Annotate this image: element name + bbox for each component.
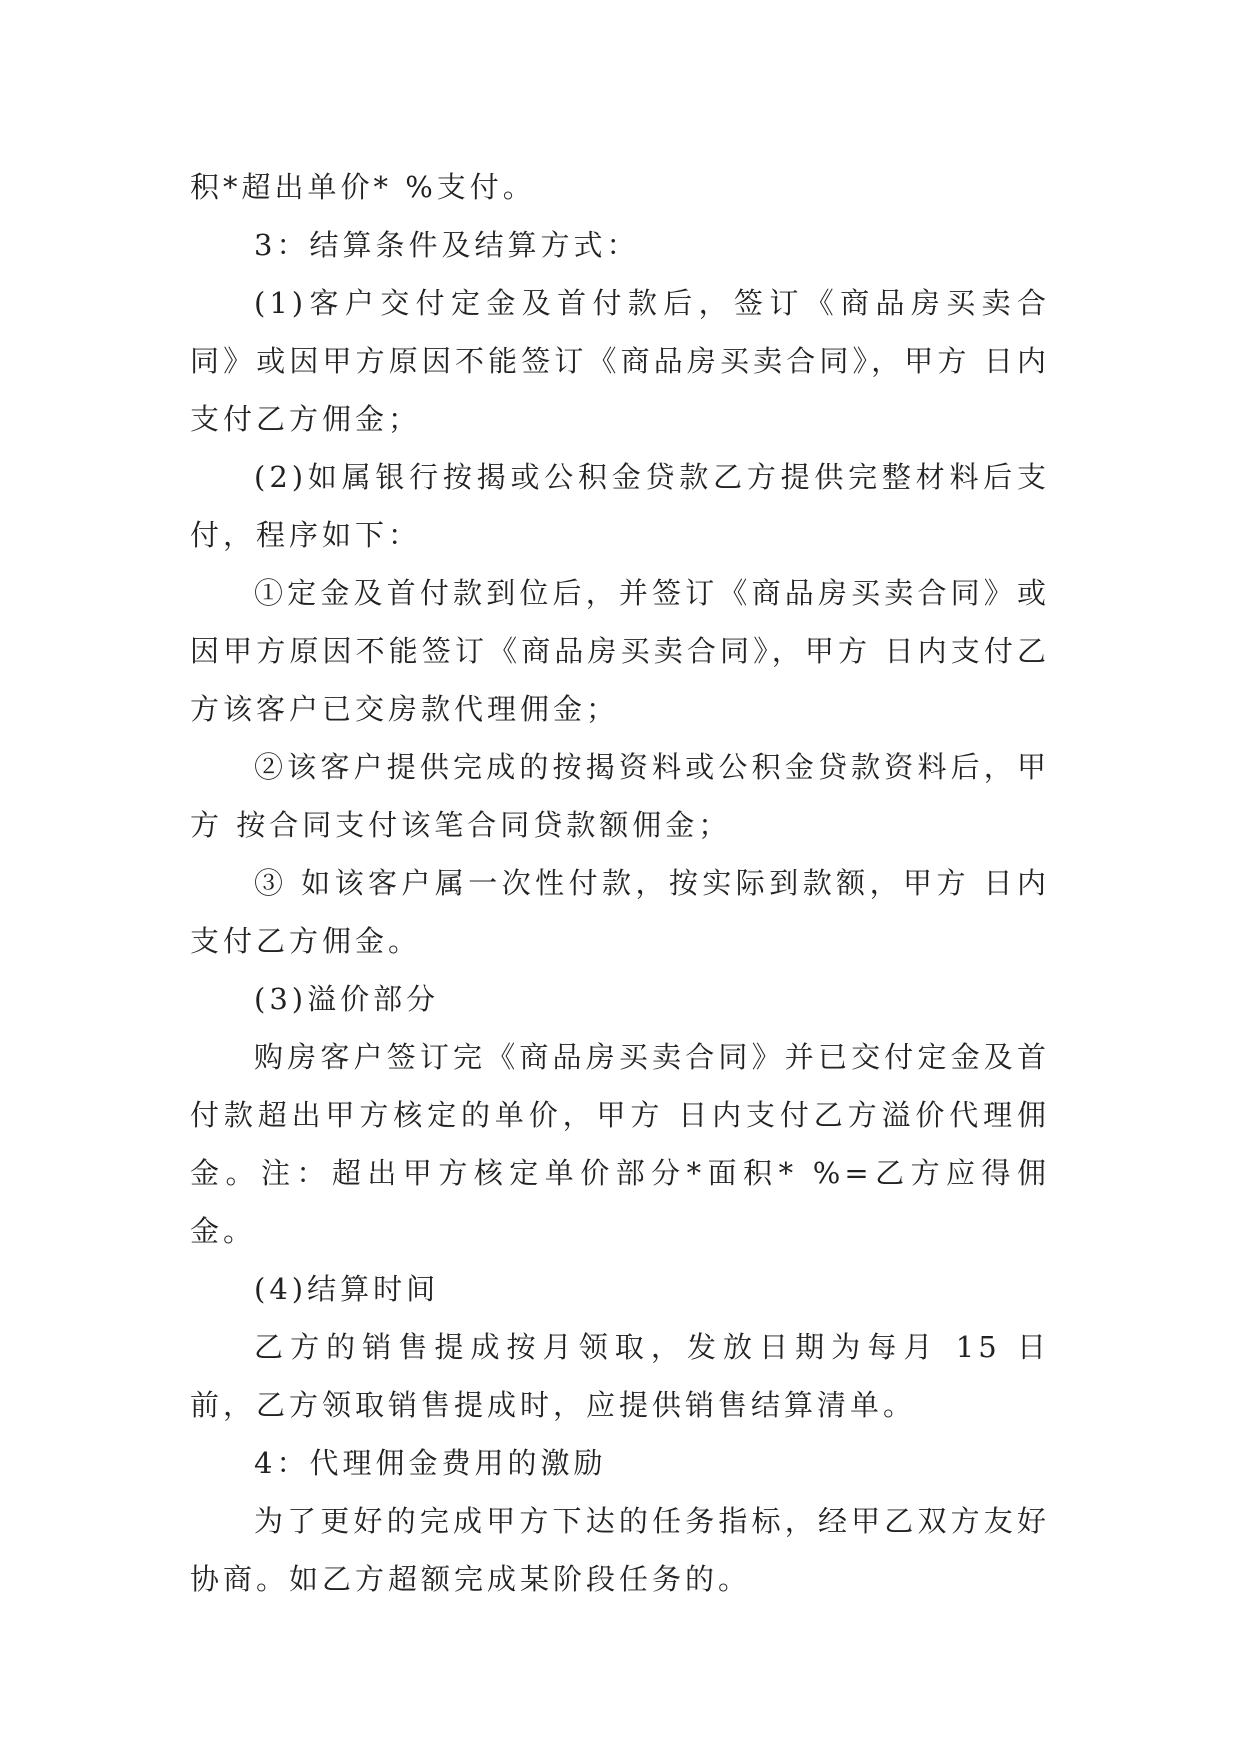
paragraph-incentive: 为了更好的完成甲方下达的任务指标，经甲乙双方友好协商。如乙方超额完成某阶段任务的。 (190, 1504, 1050, 1596)
paragraph-settlement-time: 乙方的销售提成按月领取，发放日期为每月 15 日前，乙方领取销售提成时，应提供销售结算清单。 (190, 1330, 1050, 1422)
paragraph-continuation: 积*超出单价* %支付。 (190, 170, 536, 204)
paragraph-step-1: ①定金及首付款到位后，并签订《商品房买卖合同》或因甲方原因不能签订《商品房买卖合同》，甲方 日内支付乙方该客户已交房款代理佣金； (190, 576, 1050, 726)
paragraph-section-4-heading: 4：代理佣金费用的激励 (254, 1446, 607, 1480)
paragraph-item-3-heading: (3)溢价部分 (254, 982, 440, 1016)
paragraph-step-3: ③ 如该客户属一次性付款，按实际到款额，甲方 日内支付乙方佣金。 (190, 866, 1050, 958)
paragraph-item-4-heading: (4)结算时间 (254, 1272, 440, 1306)
paragraph-section-3-heading: 3：结算条件及结算方式： (254, 228, 640, 262)
paragraph-step-2: ②该客户提供完成的按揭资料或公积金贷款资料后，甲方 按合同支付该笔合同贷款额佣金； (190, 750, 1050, 842)
paragraph-item-2: (2)如属银行按揭或公积金贷款乙方提供完整材料后支付，程序如下： (190, 460, 1050, 552)
paragraph-item-1: (1)客户交付定金及首付款后，签订《商品房买卖合同》或因甲方原因不能签订《商品房买卖合同》，甲方 日内支付乙方佣金； (190, 286, 1050, 436)
document-body (190, 158, 1050, 1608)
paragraph-premium: 购房客户签订完《商品房买卖合同》并已交付定金及首付款超出甲方核定的单价，甲方 日内支付乙方溢价代理佣金。注：超出甲方核定单价部分*面积* %=乙方应得佣金。 (190, 1040, 1050, 1248)
